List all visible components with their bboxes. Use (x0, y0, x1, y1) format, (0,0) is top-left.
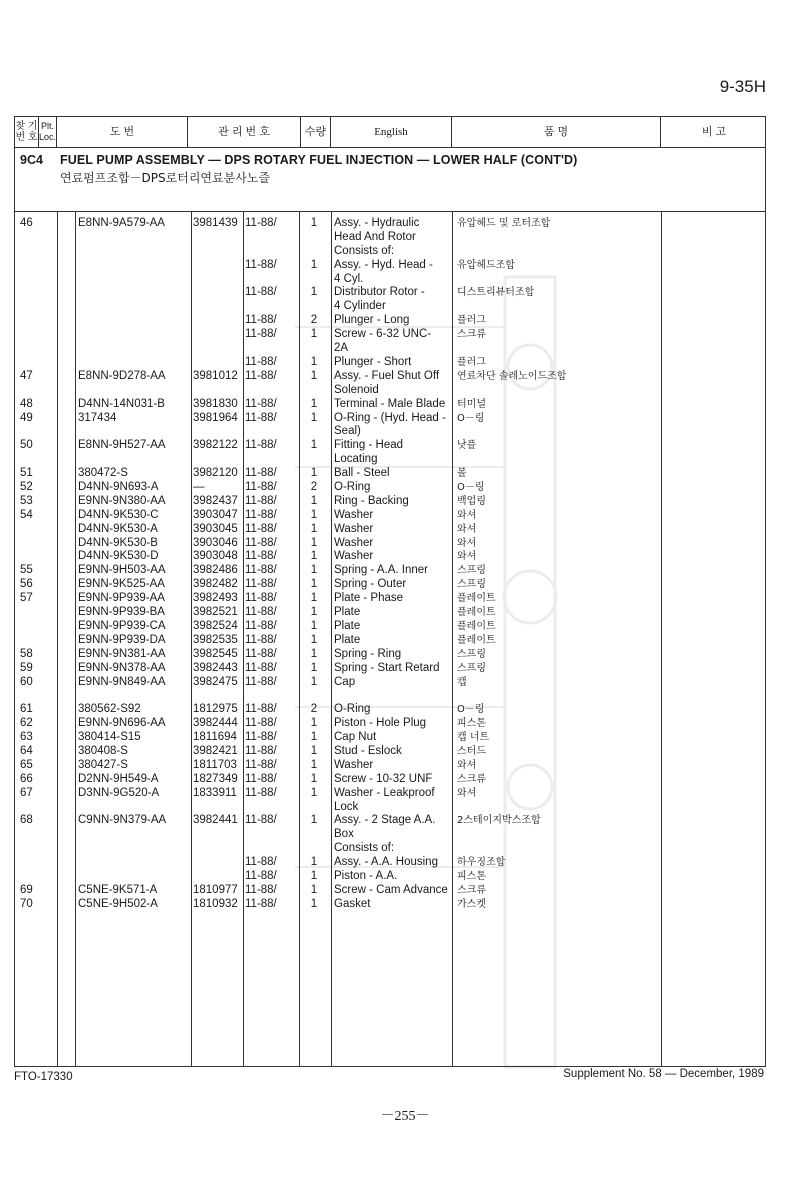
quantity-cell: 1 (310, 439, 318, 452)
korean-name-cell: 가스켓 (457, 898, 486, 910)
table-row (15, 439, 765, 467)
quantity-cell: 1 (310, 883, 318, 896)
date-code-cell: 11-88/ (245, 661, 277, 674)
english-name-cell: Plunger - Short (334, 355, 412, 368)
mgmt-number-cell: 1811703 (193, 758, 237, 771)
header-drawing-no: 도 번 (57, 117, 188, 147)
table-row (15, 550, 765, 564)
table-row (15, 523, 765, 537)
table-row (15, 662, 765, 676)
quantity-cell: 2 (310, 481, 318, 494)
korean-name-cell: 디스트리뷰터조합 (457, 287, 535, 299)
table-row (15, 856, 765, 870)
english-name-cell: Fitting - Head Locating (334, 439, 404, 466)
table-row (15, 328, 765, 356)
part-number-cell: D4NN-14N031-B (78, 397, 165, 410)
part-number-cell: C9NN-9N379-AA (78, 814, 167, 827)
part-number-cell: 380414-S15 (78, 731, 141, 744)
korean-name-cell: 볼 (457, 468, 467, 480)
quantity-cell: 2 (310, 314, 318, 327)
mgmt-number-cell: 1812975 (193, 703, 238, 716)
korean-name-cell: 하우징조합 (457, 857, 506, 869)
english-name-cell: O-Ring (334, 481, 371, 494)
korean-name-cell: O－링 (457, 412, 485, 424)
date-code-cell: 11-88/ (245, 758, 277, 771)
part-number-cell: 380562-S92 (78, 703, 141, 716)
date-code-cell: 11-88/ (245, 508, 277, 521)
header-plt-loc: Plt. Loc. (39, 117, 57, 147)
english-name-cell: Washer (334, 508, 374, 521)
date-code-cell: 11-88/ (245, 731, 277, 744)
part-number-cell: C5NE-9K571-A (78, 883, 158, 896)
ref-no-cell: 67 (20, 786, 33, 799)
mgmt-number-cell: 3982443 (193, 661, 238, 674)
table-row (15, 745, 765, 759)
mgmt-number-cell: 3982482 (193, 578, 238, 591)
mgmt-number-cell: 3981830 (193, 397, 238, 410)
korean-name-cell: 캡 (457, 676, 467, 688)
english-name-cell: Assy. - Hydraulic Head And Rotor Consists of: (334, 217, 420, 257)
korean-name-cell: 와셔 (457, 787, 477, 799)
date-code-cell: 11-88/ (245, 633, 277, 646)
quantity-cell: 1 (310, 897, 318, 910)
english-name-cell: Spring - A.A. Inner (334, 564, 428, 577)
part-number-cell: 380427-S (78, 758, 128, 771)
quantity-cell: 1 (310, 606, 318, 619)
part-number-cell: E9NN-9N849-AA (78, 675, 166, 688)
english-name-cell: Ring - Backing (334, 494, 409, 507)
part-number-cell: E8NN-9H527-AA (78, 439, 166, 452)
english-name-cell: Assy. - Hyd. Head - 4 Cyl. (334, 258, 433, 285)
part-number-cell: E9NN-9N696-AA (78, 717, 166, 730)
part-number-cell: E9NN-9N380-AA (78, 494, 166, 507)
date-code-cell: 11-88/ (245, 467, 277, 480)
korean-name-cell: 플레이트 (457, 593, 496, 605)
date-code-cell: 11-88/ (245, 870, 277, 882)
part-number-cell: D4NN-9K530-C (78, 508, 159, 521)
mgmt-number-cell: 3982421 (193, 744, 238, 757)
header-remarks: 비 고 (701, 125, 727, 138)
section-subtitle: 연료펌프조합－DPS로터리연료분사노즐 (60, 171, 270, 185)
quantity-cell: 1 (310, 647, 318, 660)
mgmt-number-cell: 3982120 (193, 467, 238, 480)
table-row (15, 314, 765, 328)
ref-no-cell: 50 (20, 439, 33, 452)
mgmt-number-cell: 3982441 (193, 814, 238, 827)
english-name-cell: Ball - Steel (334, 467, 390, 480)
korean-name-cell: 캡 너트 (457, 732, 490, 744)
ref-no-cell: 52 (20, 481, 33, 494)
table-row (15, 509, 765, 523)
part-number-cell: D4NN-9K530-B (78, 536, 158, 549)
table-row (15, 787, 765, 815)
ref-no-cell: 47 (20, 369, 33, 382)
date-code-cell: 11-88/ (245, 619, 277, 632)
quantity-cell: 1 (310, 744, 318, 757)
korean-name-cell: 스프링 (457, 565, 486, 577)
date-code-cell: 11-88/ (245, 314, 277, 327)
quantity-cell: 1 (310, 494, 318, 507)
date-code-cell: 11-88/ (245, 578, 277, 591)
mgmt-number-cell: — (193, 481, 205, 494)
table-row (15, 578, 765, 592)
table-row (15, 634, 765, 648)
ref-no-cell: 57 (20, 592, 33, 605)
korean-name-cell: 피스톤 (457, 718, 486, 730)
korean-name-cell: 와셔 (457, 537, 477, 549)
part-number-cell: D4NN-9N693-A (78, 481, 159, 494)
english-name-cell: Plate (334, 633, 361, 646)
quantity-cell: 1 (310, 856, 318, 869)
mgmt-number-cell: 1827349 (193, 772, 238, 785)
part-number-cell: E9NN-9P939-AA (78, 592, 165, 605)
date-code-cell: 11-88/ (245, 397, 277, 410)
korean-name-cell: 플레이트 (457, 607, 496, 619)
part-number-cell: D3NN-9G520-A (78, 786, 160, 799)
doc-code: FTO-17330 (14, 1071, 73, 1083)
quantity-cell: 1 (310, 772, 318, 785)
quantity-cell: 1 (310, 717, 318, 730)
english-name-cell: Screw - Cam Advance (334, 883, 448, 896)
ref-no-cell: 56 (20, 578, 33, 591)
ref-no-cell: 60 (20, 675, 33, 688)
table-row (15, 814, 765, 856)
quantity-cell: 1 (310, 328, 318, 341)
header-mgmt-no: 관 리 번 호 (188, 117, 301, 147)
date-code-cell: 11-88/ (245, 592, 277, 605)
english-name-cell: Stud - Eslock (334, 744, 402, 757)
section-title: FUEL PUMP ASSEMBLY — DPS ROTARY FUEL INJECTION — LOWER HALF (CONT'D) (60, 153, 578, 167)
date-code-cell: 11-88/ (245, 481, 277, 494)
ref-no-cell: 68 (20, 814, 33, 827)
date-code-cell: 11-88/ (245, 897, 277, 910)
mgmt-number-cell: 3982535 (193, 633, 238, 646)
korean-name-cell: 플레이트 (457, 634, 496, 646)
date-code-cell: 11-88/ (245, 522, 277, 535)
date-code-cell: 11-88/ (245, 439, 277, 452)
header-english: English (331, 117, 452, 147)
ref-no-cell: 53 (20, 494, 33, 507)
part-number-cell: E9NN-9H503-AA (78, 564, 166, 577)
table-row (15, 370, 765, 398)
quantity-cell: 1 (310, 633, 318, 646)
quantity-cell: 1 (310, 661, 318, 674)
english-name-cell: Washer (334, 536, 374, 549)
date-code-cell: 11-88/ (245, 883, 277, 896)
english-name-cell: Plate (334, 606, 361, 619)
table-row (15, 467, 765, 481)
section-code: 9C4 (20, 153, 43, 167)
date-code-cell: 11-88/ (245, 550, 277, 563)
quantity-cell: 1 (310, 536, 318, 549)
header-korean-name: 품 명 (452, 117, 661, 147)
quantity-cell: 1 (310, 286, 318, 299)
quantity-cell: 1 (310, 411, 318, 424)
english-name-cell: Washer (334, 758, 374, 771)
table-row (15, 620, 765, 634)
date-code-cell: 11-88/ (245, 717, 277, 730)
english-name-cell: Piston - Hole Plug (334, 717, 427, 730)
date-code-cell: 11-88/ (245, 217, 277, 229)
mgmt-number-cell: 1811694 (193, 731, 237, 744)
table-row (15, 217, 765, 259)
mgmt-number-cell: 1810932 (193, 897, 238, 910)
mgmt-number-cell: 1833911 (193, 786, 237, 799)
mgmt-number-cell: 3982521 (193, 606, 238, 619)
part-number-cell: E9NN-9N381-AA (78, 647, 166, 660)
quantity-cell: 1 (310, 814, 318, 827)
ref-no-cell: 66 (20, 772, 33, 785)
table-row (15, 676, 765, 690)
quantity-cell: 1 (310, 731, 318, 744)
table-row (15, 717, 765, 731)
english-name-cell: Screw - 6-32 UNC- 2A (334, 328, 432, 355)
table-row (15, 259, 765, 287)
table-row (15, 648, 765, 662)
quantity-cell: 1 (310, 508, 318, 521)
quantity-cell: 1 (310, 675, 318, 688)
part-number-cell: E8NN-9A579-AA (78, 217, 165, 229)
english-name-cell: Screw - 10-32 UNF (334, 772, 433, 785)
english-name-cell: Washer (334, 550, 374, 563)
korean-name-cell: 플레이트 (457, 620, 496, 632)
english-name-cell: Distributor Rotor - 4 Cylinder (334, 286, 425, 313)
ref-no-cell: 61 (20, 703, 33, 716)
ref-no-cell: 48 (20, 397, 33, 410)
korean-name-cell: 스터드 (457, 745, 486, 757)
ref-no-cell: 65 (20, 758, 33, 771)
ref-no-cell: 59 (20, 661, 33, 674)
korean-name-cell: 2스테이지박스조합 (457, 815, 541, 827)
ref-no-cell: 54 (20, 508, 33, 521)
date-code-cell: 11-88/ (245, 564, 277, 577)
mgmt-number-cell: 3982524 (193, 619, 238, 632)
mgmt-number-cell: 1810977 (193, 883, 238, 896)
supplement-note: Supplement No. 58 — December, 1989 (563, 1068, 764, 1080)
part-number-cell: E8NN-9D278-AA (78, 369, 166, 382)
mgmt-number-cell: 3982486 (193, 564, 238, 577)
ref-no-cell: 70 (20, 897, 33, 910)
korean-name-cell: O－링 (457, 482, 485, 494)
table-row (15, 356, 765, 370)
mgmt-number-cell: 3982444 (193, 717, 238, 730)
english-name-cell: Spring - Start Retard (334, 661, 440, 674)
table-header (15, 117, 765, 148)
table-row (15, 759, 765, 773)
part-number-cell: D2NN-9H549-A (78, 772, 159, 785)
mgmt-number-cell: 3981439 (193, 217, 238, 229)
date-code-cell: 11-88/ (245, 286, 277, 299)
date-code-cell: 11-88/ (245, 536, 277, 549)
table-row (15, 412, 765, 440)
part-number-cell: C5NE-9H502-A (78, 897, 158, 910)
date-code-cell: 11-88/ (245, 369, 277, 382)
mgmt-number-cell: 3982122 (193, 439, 238, 452)
english-name-cell: Washer (334, 522, 374, 535)
mgmt-number-cell: 3982493 (193, 592, 238, 605)
english-name-cell: Washer - Leakproof Lock (334, 786, 435, 813)
mgmt-number-cell: 3982437 (193, 494, 238, 507)
date-code-cell: 11-88/ (245, 703, 277, 716)
part-number-cell: 380408-S (78, 744, 128, 757)
date-code-cell: 11-88/ (245, 355, 277, 368)
english-name-cell: Spring - Ring (334, 647, 402, 660)
english-name-cell: Cap (334, 675, 356, 688)
header-ref-no: 찾 기 번 호 (15, 117, 39, 147)
date-code-cell: 11-88/ (245, 494, 277, 507)
korean-name-cell: 유압헤드조합 (457, 259, 515, 271)
english-name-cell: Gasket (334, 897, 371, 910)
table-row (15, 537, 765, 551)
english-name-cell: O-Ring (334, 703, 371, 716)
korean-name-cell: 스크류 (457, 329, 486, 341)
part-number-cell: D4NN-9K530-D (78, 550, 159, 563)
table-row (15, 481, 765, 495)
quantity-cell: 1 (310, 522, 318, 535)
date-code-cell: 11-88/ (245, 675, 277, 688)
english-name-cell: Terminal - Male Blade (334, 397, 446, 410)
english-name-cell: Plunger - Long (334, 314, 410, 327)
korean-name-cell: 낫플 (457, 440, 477, 452)
korean-name-cell: 플러그 (457, 315, 486, 327)
quantity-cell: 1 (310, 258, 318, 271)
ref-no-cell: 64 (20, 744, 33, 757)
english-name-cell: Assy. - 2 Stage A.A. Box Consists of: (334, 814, 436, 855)
part-number-cell: 380472-S (78, 467, 128, 480)
korean-name-cell: 연료차단 솔레노이드조합 (457, 370, 567, 382)
part-number-cell: E9NN-9P939-BA (78, 606, 165, 619)
ref-no-cell: 49 (20, 411, 33, 424)
header-qty: 수량 (301, 117, 331, 147)
ref-no-cell: 55 (20, 564, 33, 577)
korean-name-cell: 백업링 (457, 495, 486, 507)
date-code-cell: 11-88/ (245, 258, 277, 271)
ref-no-cell: 46 (20, 217, 33, 229)
quantity-cell: 1 (310, 870, 318, 882)
korean-name-cell: 스크류 (457, 884, 486, 896)
table-row (15, 606, 765, 620)
korean-name-cell: 터미널 (457, 398, 486, 410)
korean-name-cell: 플러그 (457, 356, 486, 368)
table-row (15, 495, 765, 509)
english-name-cell: Spring - Outer (334, 578, 407, 591)
table-row (15, 564, 765, 578)
table-row (15, 286, 765, 314)
table-body (15, 217, 765, 912)
mgmt-number-cell: 3982545 (193, 647, 238, 660)
mgmt-number-cell: 3982475 (193, 675, 238, 688)
part-number-cell: D4NN-9K530-A (78, 522, 158, 535)
korean-name-cell: O－링 (457, 704, 485, 716)
part-number-cell: 317434 (78, 411, 117, 424)
date-code-cell: 11-88/ (245, 856, 277, 869)
date-code-cell: 11-88/ (245, 411, 277, 424)
quantity-cell: 2 (310, 703, 318, 716)
date-code-cell: 11-88/ (245, 328, 277, 341)
mgmt-number-cell: 3981012 (193, 369, 238, 382)
page-number: －255－ (380, 1109, 430, 1124)
mgmt-number-cell: 3903048 (193, 550, 238, 563)
mgmt-number-cell: 3903046 (193, 536, 238, 549)
korean-name-cell: 유압헤드 및 로터조합 (457, 218, 551, 229)
ref-no-cell: 51 (20, 467, 33, 480)
table-row (15, 731, 765, 745)
korean-name-cell: 와셔 (457, 523, 477, 535)
page-code: 9-35H (719, 77, 766, 96)
quantity-cell: 1 (310, 592, 318, 605)
quantity-cell: 1 (310, 564, 318, 577)
ref-no-cell: 69 (20, 883, 33, 896)
parts-table (14, 116, 766, 1067)
section-title-band (15, 147, 765, 212)
quantity-cell: 1 (310, 550, 318, 563)
date-code-cell: 11-88/ (245, 606, 277, 619)
quantity-cell: 1 (310, 369, 318, 382)
mgmt-number-cell: 3903047 (193, 508, 238, 521)
korean-name-cell: 스프링 (457, 648, 486, 660)
english-name-cell: Assy. - Fuel Shut Off Solenoid (334, 369, 440, 396)
part-number-cell: E9NN-9P939-DA (78, 633, 166, 646)
table-row (15, 592, 765, 606)
quantity-cell: 1 (310, 397, 318, 410)
table-row (15, 898, 765, 912)
korean-name-cell: 피스톤 (457, 871, 486, 882)
date-code-cell: 11-88/ (245, 744, 277, 757)
korean-name-cell: 와셔 (457, 509, 477, 521)
ref-no-cell: 58 (20, 647, 33, 660)
quantity-cell: 1 (310, 467, 318, 480)
mgmt-number-cell: 3903045 (193, 522, 238, 535)
date-code-cell: 11-88/ (245, 786, 277, 799)
english-name-cell: Plate (334, 619, 361, 632)
part-number-cell: E9NN-9P939-CA (78, 619, 166, 632)
korean-name-cell: 와셔 (457, 759, 477, 771)
date-code-cell: 11-88/ (245, 814, 277, 827)
english-name-cell: Piston - A.A. (334, 870, 398, 882)
quantity-cell: 1 (310, 355, 318, 368)
english-name-cell: Cap Nut (334, 731, 377, 744)
part-number-cell: E9NN-9K525-AA (78, 578, 165, 591)
mgmt-number-cell: 3981964 (193, 411, 238, 424)
quantity-cell: 1 (310, 758, 318, 771)
table-row (15, 398, 765, 412)
date-code-cell: 11-88/ (245, 647, 277, 660)
quantity-cell: 1 (310, 217, 318, 229)
ref-no-cell: 63 (20, 731, 33, 744)
ref-no-cell: 62 (20, 717, 33, 730)
korean-name-cell: 스크류 (457, 773, 486, 785)
quantity-cell: 1 (310, 619, 318, 632)
table-row (15, 870, 765, 884)
date-code-cell: 11-88/ (245, 772, 277, 785)
english-name-cell: O-Ring - (Hyd. Head - Seal) (334, 411, 446, 438)
english-name-cell: Assy. - A.A. Housing (334, 856, 438, 869)
korean-name-cell: 와셔 (457, 551, 477, 563)
korean-name-cell: 스프링 (457, 579, 486, 591)
korean-name-cell: 스프링 (457, 662, 486, 674)
quantity-cell: 1 (310, 578, 318, 591)
table-row (15, 703, 765, 717)
table-row (15, 773, 765, 787)
english-name-cell: Plate - Phase (334, 592, 404, 605)
table-row (15, 884, 765, 898)
quantity-cell: 1 (310, 786, 318, 799)
part-number-cell: E9NN-9N378-AA (78, 661, 166, 674)
